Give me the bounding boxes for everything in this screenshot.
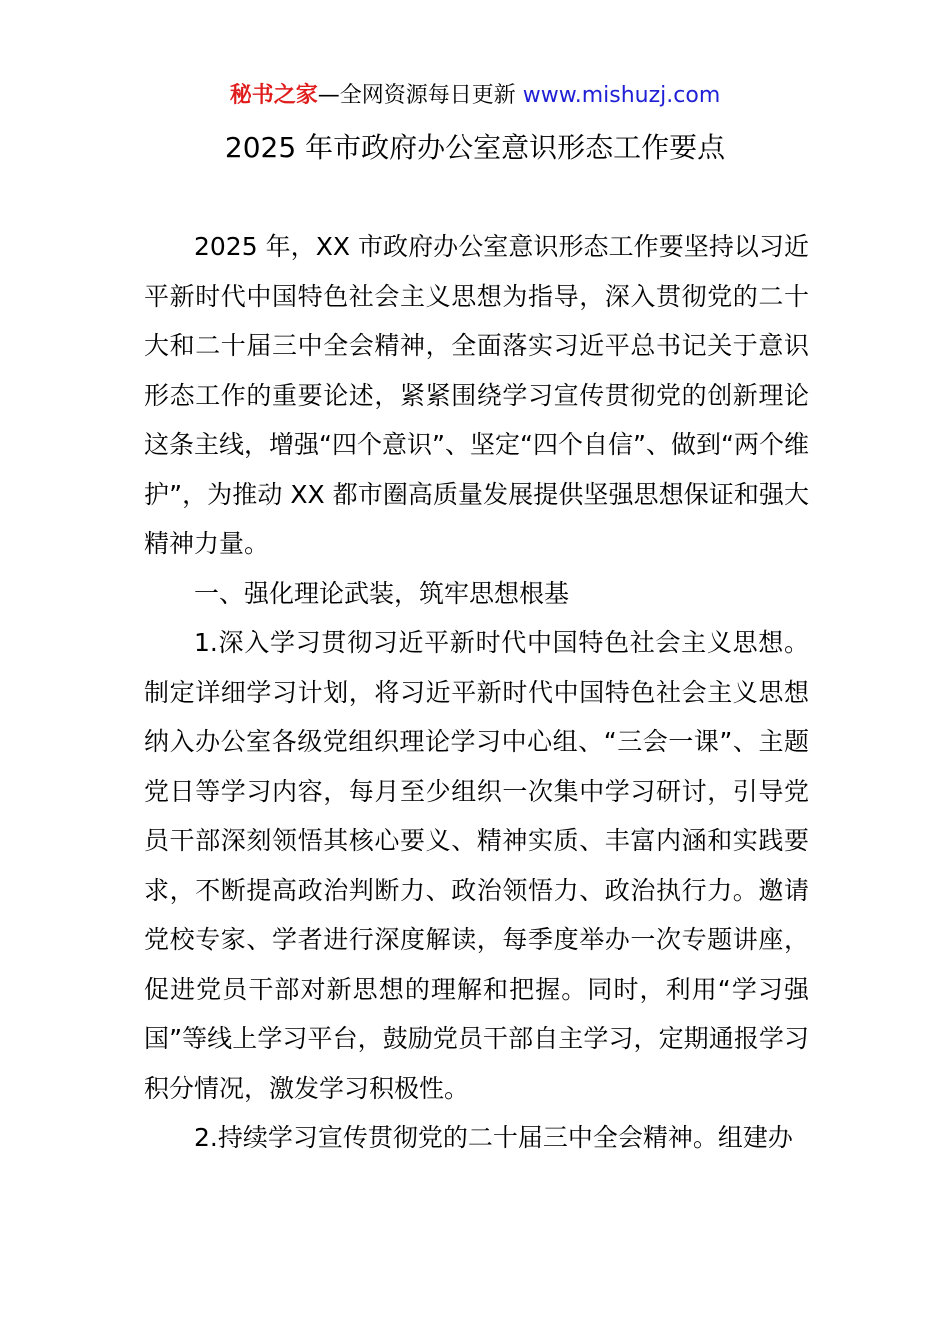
brand-name: 秘书之家 (229, 83, 318, 108)
intro-paragraph: 2025 年，XX 市政府办公室意识形态工作要坚持以习近平新时代中国特色社会主义思想为指导，深入贯彻党的二十大和二十届三中全会精神，全面落实习近平总书记关于意识形态工作的重要论述，紧紧围绕学习宣传贯彻党的创新理论这条主线，增强“四个意识”、坚定“四个自信”、做到“两个维护”，为推动 XX 都市圈高质量发展提供坚强思想保证和强大精神力量。 (144, 232, 809, 558)
header-tagline: —全网资源每日更新 (317, 83, 516, 108)
list-item-2: 2.持续学习宣传贯彻党的二十届三中全会精神。组建办 (194, 1123, 793, 1152)
list-item-1: 1.深入学习贯彻习近平新时代中国特色社会主义思想。制定详细学习计划，将习近平新时代中国特色社会主义思想纳入办公室各级党组织理论学习中心组、“三会一课”、主题党日等学习内容，每月至少组织一次集中学习研讨，引导党员干部深刻领悟其核心要义、精神实质、丰富内涵和实践要求，不断提高政治判断力、政治领悟力、政治执行力。邀请党校专家、学者进行深度解读，每季度举办一次专题讲座，促进党员干部对新思想的理解和把握。同时，利用“学习强国”等线上学习平台，鼓励党员干部自主学习，定期通报学习积分情况，激发学习积极性。 (144, 628, 809, 1103)
document-body (144, 222, 809, 1163)
site-url-link[interactable]: www.mishuzj.com (522, 83, 721, 108)
site-header (0, 80, 950, 112)
section-heading: 一、强化理论武装，筑牢思想根基 (194, 578, 570, 608)
document-title: 2025 年市政府办公室意识形态工作要点 (224, 131, 726, 164)
